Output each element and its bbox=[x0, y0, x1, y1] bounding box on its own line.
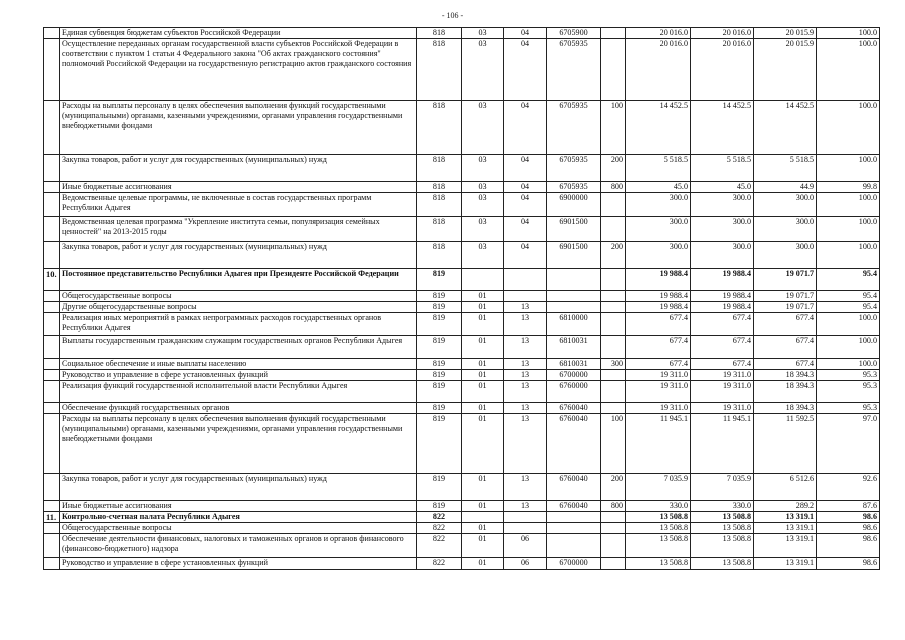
expense-type-code: 200 bbox=[601, 155, 626, 182]
approved-amount: 677.4 bbox=[626, 313, 691, 336]
revised-amount: 19 988.4 bbox=[691, 269, 754, 291]
executed-amount: 300.0 bbox=[754, 242, 817, 269]
expense-type-code bbox=[601, 28, 626, 39]
table-row bbox=[44, 512, 880, 523]
table-row bbox=[44, 39, 880, 101]
item-name: Руководство и управление в сфере установленных функций bbox=[60, 558, 417, 570]
execution-percent: 98.6 bbox=[817, 523, 880, 534]
target-article-code bbox=[547, 512, 601, 523]
execution-percent: 100.0 bbox=[817, 101, 880, 155]
department-code: 819 bbox=[417, 403, 462, 414]
item-name: Обеспечение деятельности финансовых, налоговых и таможенных органов и органов финансового (финансово-бюджетного) надзора bbox=[60, 534, 417, 558]
department-code: 822 bbox=[417, 558, 462, 570]
subsection-code: 13 bbox=[504, 336, 547, 359]
item-name: Выплаты государственным гражданским служащим государственных органов Республики Адыгея bbox=[60, 336, 417, 359]
approved-amount: 5 518.5 bbox=[626, 155, 691, 182]
row-number bbox=[44, 474, 60, 501]
expense-type-code bbox=[601, 217, 626, 242]
approved-amount: 19 311.0 bbox=[626, 403, 691, 414]
execution-percent: 95.4 bbox=[817, 291, 880, 302]
subsection-code bbox=[504, 291, 547, 302]
item-name: Постоянное представительство Республики Адыгея при Президенте Российской Федерации bbox=[60, 269, 417, 291]
subsection-code: 13 bbox=[504, 313, 547, 336]
execution-percent: 98.6 bbox=[817, 534, 880, 558]
subsection-code: 13 bbox=[504, 501, 547, 512]
expense-type-code: 800 bbox=[601, 501, 626, 512]
expense-type-code bbox=[601, 302, 626, 313]
department-code: 818 bbox=[417, 39, 462, 101]
execution-percent: 100.0 bbox=[817, 193, 880, 217]
table-row bbox=[44, 370, 880, 381]
target-article-code bbox=[547, 534, 601, 558]
execution-percent: 99.8 bbox=[817, 182, 880, 193]
revised-amount: 677.4 bbox=[691, 313, 754, 336]
item-name: Общегосударственные вопросы bbox=[60, 523, 417, 534]
approved-amount: 300.0 bbox=[626, 217, 691, 242]
department-code: 818 bbox=[417, 193, 462, 217]
table-row bbox=[44, 403, 880, 414]
target-article-code: 6901500 bbox=[547, 217, 601, 242]
approved-amount: 300.0 bbox=[626, 193, 691, 217]
subsection-code bbox=[504, 523, 547, 534]
executed-amount: 677.4 bbox=[754, 313, 817, 336]
section-code: 01 bbox=[462, 414, 504, 474]
approved-amount: 11 945.1 bbox=[626, 414, 691, 474]
section-code: 03 bbox=[462, 101, 504, 155]
revised-amount: 19 311.0 bbox=[691, 403, 754, 414]
target-article-code: 6700000 bbox=[547, 558, 601, 570]
executed-amount: 18 394.3 bbox=[754, 403, 817, 414]
subsection-code: 13 bbox=[504, 381, 547, 403]
subsection-code: 04 bbox=[504, 39, 547, 101]
section-code: 01 bbox=[462, 302, 504, 313]
row-number bbox=[44, 370, 60, 381]
section-code: 03 bbox=[462, 39, 504, 101]
item-name: Расходы на выплаты персоналу в целях обеспечения выполнения функций государственными (муниципальными) органами, казенными учреждениями, органами управления государственными внебюджетными фондами bbox=[60, 414, 417, 474]
target-article-code: 6760040 bbox=[547, 403, 601, 414]
department-code: 818 bbox=[417, 28, 462, 39]
expense-type-code bbox=[601, 558, 626, 570]
department-code: 822 bbox=[417, 512, 462, 523]
executed-amount: 19 071.7 bbox=[754, 269, 817, 291]
subsection-code: 13 bbox=[504, 414, 547, 474]
approved-amount: 300.0 bbox=[626, 242, 691, 269]
target-article-code: 6705935 bbox=[547, 182, 601, 193]
section-code: 01 bbox=[462, 313, 504, 336]
target-article-code: 6705935 bbox=[547, 39, 601, 101]
table-row bbox=[44, 359, 880, 370]
approved-amount: 13 508.8 bbox=[626, 523, 691, 534]
subsection-code: 04 bbox=[504, 101, 547, 155]
subsection-code: 04 bbox=[504, 28, 547, 39]
item-name: Единая субвенция бюджетам субъектов Российской Федерации bbox=[60, 28, 417, 39]
item-name: Ведомственная целевая программа "Укрепление института семьи, популяризация семейных ценностей" на 2013-2015 годы bbox=[60, 217, 417, 242]
subsection-code bbox=[504, 512, 547, 523]
revised-amount: 19 311.0 bbox=[691, 370, 754, 381]
department-code: 819 bbox=[417, 269, 462, 291]
executed-amount: 300.0 bbox=[754, 193, 817, 217]
execution-percent: 97.0 bbox=[817, 414, 880, 474]
row-number bbox=[44, 242, 60, 269]
approved-amount: 45.0 bbox=[626, 182, 691, 193]
item-name: Обеспечение функций государственных органов bbox=[60, 403, 417, 414]
row-number bbox=[44, 558, 60, 570]
department-code: 822 bbox=[417, 534, 462, 558]
execution-percent: 100.0 bbox=[817, 242, 880, 269]
approved-amount: 13 508.8 bbox=[626, 558, 691, 570]
section-code: 01 bbox=[462, 359, 504, 370]
revised-amount: 300.0 bbox=[691, 242, 754, 269]
department-code: 819 bbox=[417, 501, 462, 512]
row-number bbox=[44, 28, 60, 39]
expense-type-code bbox=[601, 370, 626, 381]
target-article-code: 6760040 bbox=[547, 501, 601, 512]
executed-amount: 14 452.5 bbox=[754, 101, 817, 155]
execution-percent: 98.6 bbox=[817, 558, 880, 570]
revised-amount: 14 452.5 bbox=[691, 101, 754, 155]
executed-amount: 13 319.1 bbox=[754, 512, 817, 523]
department-code: 822 bbox=[417, 523, 462, 534]
target-article-code: 6810031 bbox=[547, 336, 601, 359]
expense-type-code: 300 bbox=[601, 359, 626, 370]
executed-amount: 18 394.3 bbox=[754, 381, 817, 403]
expense-type-code bbox=[601, 534, 626, 558]
execution-percent: 95.3 bbox=[817, 370, 880, 381]
subsection-code: 13 bbox=[504, 403, 547, 414]
expense-type-code: 200 bbox=[601, 242, 626, 269]
expense-type-code bbox=[601, 269, 626, 291]
executed-amount: 11 592.5 bbox=[754, 414, 817, 474]
row-number bbox=[44, 336, 60, 359]
row-number bbox=[44, 414, 60, 474]
row-number bbox=[44, 501, 60, 512]
execution-percent: 98.6 bbox=[817, 512, 880, 523]
target-article-code: 6810031 bbox=[547, 359, 601, 370]
table-row bbox=[44, 534, 880, 558]
department-code: 818 bbox=[417, 101, 462, 155]
expense-type-code bbox=[601, 313, 626, 336]
target-article-code: 6760040 bbox=[547, 474, 601, 501]
expense-type-code: 800 bbox=[601, 182, 626, 193]
expense-type-code bbox=[601, 512, 626, 523]
expense-type-code bbox=[601, 193, 626, 217]
executed-amount: 44.9 bbox=[754, 182, 817, 193]
revised-amount: 5 518.5 bbox=[691, 155, 754, 182]
target-article-code bbox=[547, 523, 601, 534]
row-number bbox=[44, 291, 60, 302]
section-code: 01 bbox=[462, 523, 504, 534]
target-article-code: 6760000 bbox=[547, 381, 601, 403]
revised-amount: 13 508.8 bbox=[691, 512, 754, 523]
revised-amount: 330.0 bbox=[691, 501, 754, 512]
revised-amount: 13 508.8 bbox=[691, 523, 754, 534]
department-code: 818 bbox=[417, 182, 462, 193]
item-name: Другие общегосударственные вопросы bbox=[60, 302, 417, 313]
section-code bbox=[462, 512, 504, 523]
target-article-code bbox=[547, 291, 601, 302]
target-article-code: 6810000 bbox=[547, 313, 601, 336]
subsection-code: 13 bbox=[504, 359, 547, 370]
approved-amount: 20 016.0 bbox=[626, 28, 691, 39]
department-code: 818 bbox=[417, 217, 462, 242]
row-number bbox=[44, 155, 60, 182]
executed-amount: 19 071.7 bbox=[754, 291, 817, 302]
revised-amount: 19 988.4 bbox=[691, 302, 754, 313]
department-code: 819 bbox=[417, 381, 462, 403]
expense-type-code bbox=[601, 336, 626, 359]
section-code: 01 bbox=[462, 370, 504, 381]
revised-amount: 19 988.4 bbox=[691, 291, 754, 302]
revised-amount: 300.0 bbox=[691, 193, 754, 217]
execution-percent: 100.0 bbox=[817, 359, 880, 370]
subsection-code: 04 bbox=[504, 182, 547, 193]
table-row bbox=[44, 474, 880, 501]
table-row bbox=[44, 269, 880, 291]
section-code: 01 bbox=[462, 381, 504, 403]
approved-amount: 19 988.4 bbox=[626, 291, 691, 302]
approved-amount: 677.4 bbox=[626, 359, 691, 370]
subsection-code: 06 bbox=[504, 558, 547, 570]
expense-type-code: 200 bbox=[601, 474, 626, 501]
section-code: 03 bbox=[462, 242, 504, 269]
row-number bbox=[44, 403, 60, 414]
item-name: Социальное обеспечение и иные выплаты населению bbox=[60, 359, 417, 370]
section-code: 03 bbox=[462, 155, 504, 182]
row-number bbox=[44, 217, 60, 242]
row-number bbox=[44, 534, 60, 558]
execution-percent: 100.0 bbox=[817, 28, 880, 39]
expense-type-code: 100 bbox=[601, 414, 626, 474]
expense-type-code bbox=[601, 403, 626, 414]
row-number bbox=[44, 39, 60, 101]
item-name: Реализация иных мероприятий в рамках непрограммных расходов государственных органов Республики Адыгея bbox=[60, 313, 417, 336]
section-code: 03 bbox=[462, 193, 504, 217]
executed-amount: 289.2 bbox=[754, 501, 817, 512]
executed-amount: 18 394.3 bbox=[754, 370, 817, 381]
execution-percent: 100.0 bbox=[817, 313, 880, 336]
revised-amount: 300.0 bbox=[691, 217, 754, 242]
subsection-code: 13 bbox=[504, 474, 547, 501]
approved-amount: 20 016.0 bbox=[626, 39, 691, 101]
department-code: 818 bbox=[417, 155, 462, 182]
table-row bbox=[44, 182, 880, 193]
revised-amount: 11 945.1 bbox=[691, 414, 754, 474]
executed-amount: 13 319.1 bbox=[754, 534, 817, 558]
section-code: 03 bbox=[462, 182, 504, 193]
table-row bbox=[44, 414, 880, 474]
subsection-code: 04 bbox=[504, 242, 547, 269]
table-row bbox=[44, 501, 880, 512]
department-code: 819 bbox=[417, 313, 462, 336]
target-article-code: 6760040 bbox=[547, 414, 601, 474]
section-code: 03 bbox=[462, 217, 504, 242]
row-number bbox=[44, 359, 60, 370]
execution-percent: 100.0 bbox=[817, 39, 880, 101]
subsection-code: 06 bbox=[504, 534, 547, 558]
table-row bbox=[44, 242, 880, 269]
target-article-code: 6705935 bbox=[547, 155, 601, 182]
item-name: Ведомственные целевые программы, не включенные в состав государственных программ Республики Адыгея bbox=[60, 193, 417, 217]
row-number bbox=[44, 101, 60, 155]
execution-percent: 95.4 bbox=[817, 269, 880, 291]
department-code: 819 bbox=[417, 414, 462, 474]
section-code: 01 bbox=[462, 558, 504, 570]
target-article-code: 6700000 bbox=[547, 370, 601, 381]
section-code: 01 bbox=[462, 336, 504, 359]
subsection-code: 13 bbox=[504, 302, 547, 313]
row-number bbox=[44, 523, 60, 534]
subsection-code bbox=[504, 269, 547, 291]
approved-amount: 13 508.8 bbox=[626, 534, 691, 558]
department-code: 819 bbox=[417, 474, 462, 501]
target-article-code: 6900000 bbox=[547, 193, 601, 217]
execution-percent: 87.6 bbox=[817, 501, 880, 512]
section-code: 01 bbox=[462, 501, 504, 512]
executed-amount: 13 319.1 bbox=[754, 558, 817, 570]
target-article-code: 6901500 bbox=[547, 242, 601, 269]
row-number bbox=[44, 193, 60, 217]
executed-amount: 13 319.1 bbox=[754, 523, 817, 534]
execution-percent: 100.0 bbox=[817, 336, 880, 359]
executed-amount: 6 512.6 bbox=[754, 474, 817, 501]
table-row bbox=[44, 523, 880, 534]
item-name: Руководство и управление в сфере установленных функций bbox=[60, 370, 417, 381]
approved-amount: 677.4 bbox=[626, 336, 691, 359]
approved-amount: 330.0 bbox=[626, 501, 691, 512]
item-name: Осуществление переданных органам государственной власти субъектов Российской Федерации в соответствии с пунктом 1 статьи 4 Федерального закона "Об актах гражданского состояния" полномочий Российской Федерации на государственную регистрацию актов гражданского состояния bbox=[60, 39, 417, 101]
budget-table bbox=[43, 27, 880, 570]
subsection-code: 04 bbox=[504, 193, 547, 217]
execution-percent: 100.0 bbox=[817, 217, 880, 242]
item-name: Иные бюджетные ассигнования bbox=[60, 501, 417, 512]
revised-amount: 19 311.0 bbox=[691, 381, 754, 403]
expense-type-code bbox=[601, 381, 626, 403]
revised-amount: 7 035.9 bbox=[691, 474, 754, 501]
executed-amount: 20 015.9 bbox=[754, 39, 817, 101]
target-article-code: 6705900 bbox=[547, 28, 601, 39]
target-article-code: 6705935 bbox=[547, 101, 601, 155]
department-code: 819 bbox=[417, 359, 462, 370]
section-code: 03 bbox=[462, 28, 504, 39]
table-row bbox=[44, 302, 880, 313]
section-code: 01 bbox=[462, 474, 504, 501]
approved-amount: 19 311.0 bbox=[626, 370, 691, 381]
approved-amount: 19 311.0 bbox=[626, 381, 691, 403]
item-name: Иные бюджетные ассигнования bbox=[60, 182, 417, 193]
row-number bbox=[44, 182, 60, 193]
item-name: Общегосударственные вопросы bbox=[60, 291, 417, 302]
execution-percent: 95.4 bbox=[817, 302, 880, 313]
row-number bbox=[44, 381, 60, 403]
approved-amount: 7 035.9 bbox=[626, 474, 691, 501]
department-code: 819 bbox=[417, 291, 462, 302]
revised-amount: 677.4 bbox=[691, 336, 754, 359]
revised-amount: 13 508.8 bbox=[691, 558, 754, 570]
item-name: Закупка товаров, работ и услуг для государственных (муниципальных) нужд bbox=[60, 155, 417, 182]
executed-amount: 300.0 bbox=[754, 217, 817, 242]
revised-amount: 677.4 bbox=[691, 359, 754, 370]
table-row bbox=[44, 291, 880, 302]
revised-amount: 13 508.8 bbox=[691, 534, 754, 558]
executed-amount: 19 071.7 bbox=[754, 302, 817, 313]
table-row bbox=[44, 217, 880, 242]
page-number: - 106 - bbox=[441, 11, 464, 20]
subsection-code: 04 bbox=[504, 217, 547, 242]
executed-amount: 20 015.9 bbox=[754, 28, 817, 39]
table-body bbox=[44, 28, 880, 570]
approved-amount: 19 988.4 bbox=[626, 269, 691, 291]
table-row bbox=[44, 193, 880, 217]
revised-amount: 20 016.0 bbox=[691, 39, 754, 101]
item-name: Реализация функций государственной исполнительной власти Республики Адыгея bbox=[60, 381, 417, 403]
approved-amount: 14 452.5 bbox=[626, 101, 691, 155]
section-code: 01 bbox=[462, 534, 504, 558]
table-row bbox=[44, 28, 880, 39]
department-code: 819 bbox=[417, 370, 462, 381]
department-code: 819 bbox=[417, 302, 462, 313]
row-number bbox=[44, 313, 60, 336]
item-name: Расходы на выплаты персоналу в целях обеспечения выполнения функций государственными (муниципальными) органами, казенными учреждениями, органами управления государственными внебюджетными фондами bbox=[60, 101, 417, 155]
executed-amount: 677.4 bbox=[754, 359, 817, 370]
execution-percent: 95.3 bbox=[817, 403, 880, 414]
item-name: Контрольно-счетная палата Республики Адыгея bbox=[60, 512, 417, 523]
table-row bbox=[44, 558, 880, 570]
execution-percent: 92.6 bbox=[817, 474, 880, 501]
department-code: 819 bbox=[417, 336, 462, 359]
expense-type-code bbox=[601, 523, 626, 534]
section-code bbox=[462, 269, 504, 291]
executed-amount: 677.4 bbox=[754, 336, 817, 359]
row-number: 10. bbox=[44, 269, 60, 291]
executed-amount: 5 518.5 bbox=[754, 155, 817, 182]
revised-amount: 20 016.0 bbox=[691, 28, 754, 39]
target-article-code bbox=[547, 269, 601, 291]
section-code: 01 bbox=[462, 291, 504, 302]
table-row bbox=[44, 155, 880, 182]
expense-type-code bbox=[601, 39, 626, 101]
table-row bbox=[44, 381, 880, 403]
item-name: Закупка товаров, работ и услуг для государственных (муниципальных) нужд bbox=[60, 474, 417, 501]
table-row bbox=[44, 313, 880, 336]
expense-type-code: 100 bbox=[601, 101, 626, 155]
expense-type-code bbox=[601, 291, 626, 302]
department-code: 818 bbox=[417, 242, 462, 269]
revised-amount: 45.0 bbox=[691, 182, 754, 193]
subsection-code: 04 bbox=[504, 155, 547, 182]
approved-amount: 19 988.4 bbox=[626, 302, 691, 313]
execution-percent: 95.3 bbox=[817, 381, 880, 403]
item-name: Закупка товаров, работ и услуг для государственных (муниципальных) нужд bbox=[60, 242, 417, 269]
subsection-code: 13 bbox=[504, 370, 547, 381]
target-article-code bbox=[547, 302, 601, 313]
table-row bbox=[44, 101, 880, 155]
approved-amount: 13 508.8 bbox=[626, 512, 691, 523]
row-number bbox=[44, 302, 60, 313]
row-number: 11. bbox=[44, 512, 60, 523]
table-row bbox=[44, 336, 880, 359]
execution-percent: 100.0 bbox=[817, 155, 880, 182]
section-code: 01 bbox=[462, 403, 504, 414]
